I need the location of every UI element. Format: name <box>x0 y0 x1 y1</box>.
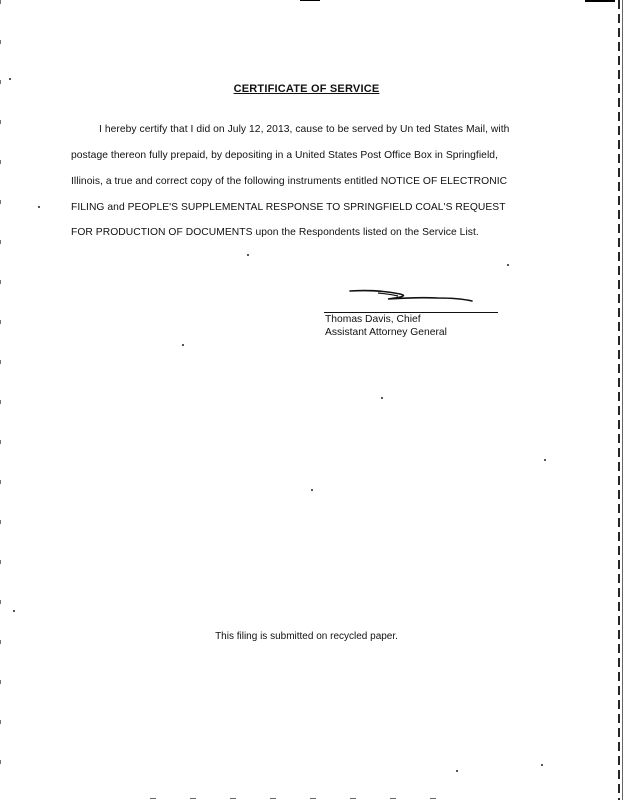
scan-edge-right <box>618 0 620 800</box>
scan-edge-left <box>0 0 1 800</box>
scan-speck <box>311 489 313 491</box>
body-line-5: FOR PRODUCTION OF DOCUMENTS upon the Respondents listed on the Service List. <box>71 227 479 238</box>
body-line-2: postage thereon fully prepaid, by depositing in a United States Post Office Box in Springfield, <box>71 150 498 161</box>
handwritten-signature <box>348 285 478 307</box>
scan-speck <box>456 770 458 772</box>
signer-title: Assistant Attorney General <box>325 327 447 338</box>
scan-edge-bottom <box>150 798 450 799</box>
scan-speck <box>541 764 543 766</box>
signature-line <box>324 312 498 313</box>
scan-speck <box>182 344 184 346</box>
scan-speck <box>381 397 383 399</box>
recycled-paper-note: This filing is submitted on recycled paper. <box>215 631 398 642</box>
scan-edge-top <box>300 0 320 1</box>
document-title: CERTIFICATE OF SERVICE <box>233 83 380 95</box>
scan-speck <box>247 254 249 256</box>
scan-speck <box>544 459 546 461</box>
scan-speck <box>13 610 15 612</box>
body-line-4: FILING and PEOPLE'S SUPPLEMENTAL RESPONSE TO SPRINGFIELD COAL'S REQUEST <box>71 202 506 213</box>
body-line-3: Illinois, a true and correct copy of the following instruments entitled NOTICE OF ELECTRONIC <box>71 176 508 187</box>
scan-edge-top-right <box>585 0 615 2</box>
body-line-1: I hereby certify that I did on July 12, 2013, cause to be served by Un ted States Mail, with <box>99 124 510 135</box>
signer-name: Thomas Davis, Chief <box>325 314 421 325</box>
scan-speck <box>507 264 509 266</box>
scan-speck <box>9 78 11 80</box>
scan-speck <box>38 206 40 208</box>
